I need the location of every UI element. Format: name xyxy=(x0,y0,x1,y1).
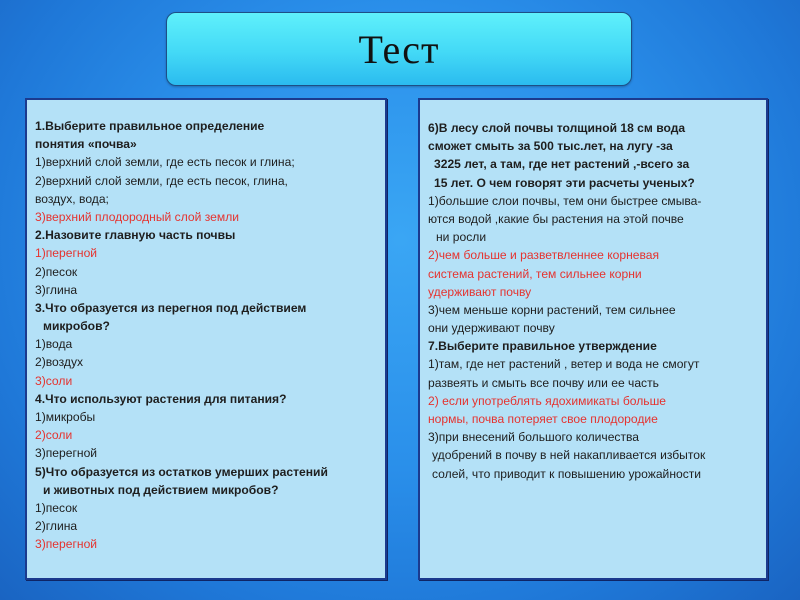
question-line: 4.Что используют растения для питания? xyxy=(35,391,287,406)
slide-title: Тест xyxy=(358,26,440,72)
correct-answer-line: 1)перегной xyxy=(35,246,98,261)
question-line: понятия «почва» xyxy=(35,137,137,152)
answer-line: удобрений в почву в ней накапливается избыток xyxy=(432,448,706,463)
answer-line: 3)чем меньше корни растений, тем сильнее xyxy=(428,302,676,317)
answer-line: 2)воздух xyxy=(35,355,84,370)
answer-line: 3)перегной xyxy=(35,446,98,461)
correct-answer-line: нормы, почва потеряет свое плодородие xyxy=(428,412,658,426)
question-line: сможет смыть за 500 тыс.лет, на лугу -за xyxy=(428,139,673,154)
answer-line: солей, что приводит к повышению урожайности xyxy=(432,466,702,481)
answer-line: ются водой ,какие бы растения на этой почве xyxy=(428,211,684,226)
correct-answer-line: 2)чем больше и разветвленнее корневая xyxy=(428,248,660,263)
answer-line: они удерживают почву xyxy=(428,321,555,336)
title-banner xyxy=(166,12,632,86)
answer-line: 3)глина xyxy=(35,282,78,297)
correct-answer-line: 2)соли xyxy=(35,428,73,443)
correct-answer-line: система растений, тем сильнее корни xyxy=(428,266,642,281)
correct-answer-line: 3)верхний плодородный слой земли xyxy=(35,209,240,224)
question-line: 2.Назовите главную часть почвы xyxy=(35,228,236,243)
answer-line: 1)песок xyxy=(35,500,78,515)
question-line: 1.Выберите правильное определение xyxy=(35,119,265,133)
answer-line: 1)вода xyxy=(35,337,73,352)
question-line: 3225 лет, а там, где нет растений ,-всего за xyxy=(434,157,690,172)
question-line: 5)Что образуется из остатков умерших растений xyxy=(35,464,328,479)
answer-line: 1)большие слои почвы, тем они быстрее смыва- xyxy=(428,193,702,208)
answer-line: воздух, вода; xyxy=(35,191,109,206)
answer-line: ни росли xyxy=(436,230,487,245)
answer-line: 1)верхний слой земли, где есть песок и глина; xyxy=(35,155,295,170)
answer-line: 2)верхний слой земли, где есть песок, глина, xyxy=(35,173,288,188)
right-question-panel xyxy=(418,98,768,580)
answer-line: 1)там, где нет растений , ветер и вода не смогут xyxy=(428,357,700,372)
correct-answer-line: 2) если употреблять ядохимикаты больше xyxy=(428,393,667,408)
correct-answer-line: 3)перегной xyxy=(35,537,98,552)
question-line: микробов? xyxy=(43,319,110,334)
answer-line: развеять и смыть все почву или ее часть xyxy=(428,375,659,390)
question-line: и животных под действием микробов? xyxy=(43,482,279,497)
correct-answer-line: удерживают почву xyxy=(428,284,532,299)
question-line: 15 лет. О чем говорят эти расчеты ученых? xyxy=(434,175,695,190)
answer-line: 1)микробы xyxy=(35,410,96,424)
answer-line: 2)песок xyxy=(35,264,78,279)
answer-line: 2)глина xyxy=(35,519,78,534)
question-line: 7.Выберите правильное утверждение xyxy=(428,339,657,354)
question-line: 3.Что образуется из перегноя под действием xyxy=(35,300,307,315)
left-question-panel xyxy=(25,98,387,580)
question-line: 6)В лесу слой почвы толщиной 18 см вода xyxy=(428,121,686,135)
correct-answer-line: 3)соли xyxy=(35,373,73,388)
answer-line: 3)при внесений большого количества xyxy=(428,430,640,445)
